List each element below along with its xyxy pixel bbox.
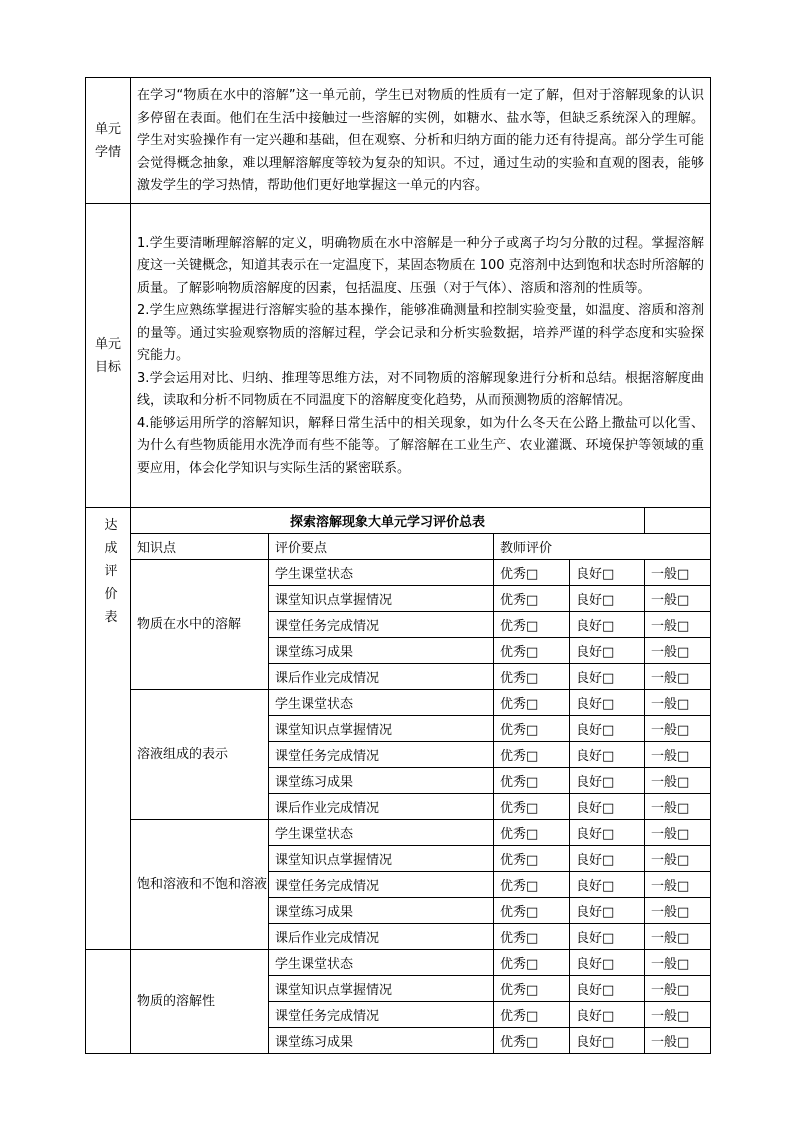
unit-goal-4: 4.能够运用所学的溶解知识，解释日常生活中的相关现象，如为什么冬天在公路上撒盐可以化雪、为什么有些物质能用水洗净而有些不能等。了解溶解在工业生产、农业灌溉、环境保护等领域的重要应用，体会化学知识与实际生活的紧密联系。 xyxy=(137,415,704,476)
grade-excellent-checkbox[interactable]: 优秀□ xyxy=(494,924,570,950)
title-empty-cell xyxy=(645,508,711,534)
grade-average-checkbox[interactable]: 一般□ xyxy=(645,716,711,742)
header-teacher-eval: 教师评价 xyxy=(494,534,711,560)
grade-average-checkbox[interactable]: 一般□ xyxy=(645,560,711,586)
grade-good-checkbox[interactable]: 良好□ xyxy=(570,846,645,872)
side-label-char: 表 xyxy=(104,610,118,625)
grade-excellent-checkbox[interactable]: 优秀□ xyxy=(494,872,570,898)
grade-excellent-checkbox[interactable]: 优秀□ xyxy=(494,846,570,872)
side-label-char: 价 xyxy=(104,587,118,602)
grade-average-checkbox[interactable]: 一般□ xyxy=(645,1002,711,1028)
grade-excellent-checkbox[interactable]: 优秀□ xyxy=(494,768,570,794)
criteria-cell: 学生课堂状态 xyxy=(269,690,494,716)
grade-good-checkbox[interactable]: 良好□ xyxy=(570,638,645,664)
criteria-cell: 学生课堂状态 xyxy=(269,820,494,846)
grade-excellent-checkbox[interactable]: 优秀□ xyxy=(494,612,570,638)
criteria-cell: 课后作业完成情况 xyxy=(269,924,494,950)
unit-goals-row xyxy=(86,204,711,508)
grade-average-checkbox[interactable]: 一般□ xyxy=(645,976,711,1002)
grade-excellent-checkbox[interactable]: 优秀□ xyxy=(494,794,570,820)
evaluation-header-row xyxy=(86,534,711,560)
grade-good-checkbox[interactable]: 良好□ xyxy=(570,742,645,768)
side-label-char: 评 xyxy=(104,564,118,579)
unit-situation-label-line1: 单元 xyxy=(94,121,121,137)
criteria-cell: 课堂知识点掌握情况 xyxy=(269,976,494,1002)
criteria-cell: 课堂任务完成情况 xyxy=(269,1002,494,1028)
criteria-cell: 学生课堂状态 xyxy=(269,950,494,976)
criteria-row xyxy=(86,950,711,976)
side-label-char: 达 xyxy=(104,518,118,533)
unit-situation-paragraph: 在学习“物质在水中的溶解”这一单元前，学生已对物质的性质有一定了解，但对于溶解现象的认识多停留在表面。他们在生活中接触过一些溶解的实例，如糖水、盐水等，但缺乏系统深入的理解。学生对实验操作有一定兴趣和基础，但在观察、分析和归纳方面的能力还有待提高。部分学生可能会觉得概念抽象，难以理解溶解度等较为复杂的知识。不过，通过生动的实验和直观的图表，能够激发学生的学习热情，帮助他们更好地掌握这一单元的内容。 xyxy=(137,88,704,194)
grade-good-checkbox[interactable]: 良好□ xyxy=(570,586,645,612)
grade-good-checkbox[interactable]: 良好□ xyxy=(570,560,645,586)
header-knowledge-point: 知识点 xyxy=(131,534,269,560)
grade-excellent-checkbox[interactable]: 优秀□ xyxy=(494,560,570,586)
grade-excellent-checkbox[interactable]: 优秀□ xyxy=(494,976,570,1002)
grade-good-checkbox[interactable]: 良好□ xyxy=(570,872,645,898)
criteria-row xyxy=(86,690,711,716)
grade-average-checkbox[interactable]: 一般□ xyxy=(645,690,711,716)
grade-excellent-checkbox[interactable]: 优秀□ xyxy=(494,820,570,846)
header-criteria: 评价要点 xyxy=(269,534,494,560)
grade-good-checkbox[interactable]: 良好□ xyxy=(570,794,645,820)
grade-average-checkbox[interactable]: 一般□ xyxy=(645,898,711,924)
grade-average-checkbox[interactable]: 一般□ xyxy=(645,820,711,846)
grade-good-checkbox[interactable]: 良好□ xyxy=(570,976,645,1002)
side-label-char: 成 xyxy=(104,541,118,556)
knowledge-point-cell: 物质的溶解性 xyxy=(131,950,269,1054)
grade-excellent-checkbox[interactable]: 优秀□ xyxy=(494,638,570,664)
evaluation-side-label xyxy=(86,508,131,950)
criteria-row xyxy=(86,560,711,586)
grade-good-checkbox[interactable]: 良好□ xyxy=(570,1028,645,1054)
grade-average-checkbox[interactable]: 一般□ xyxy=(645,586,711,612)
unit-goal-2: 2.学生应熟练掌握进行溶解实验的基本操作，能够准确测量和控制实验变量，如温度、溶质和溶剂的量等。通过实验观察物质的溶解过程，学会记录和分析实验数据，培养严谨的科学态度和实验探究能力。 xyxy=(137,303,704,364)
criteria-cell: 学生课堂状态 xyxy=(269,560,494,586)
grade-good-checkbox[interactable]: 良好□ xyxy=(570,716,645,742)
grade-excellent-checkbox[interactable]: 优秀□ xyxy=(494,586,570,612)
unit-goals-label xyxy=(86,204,131,508)
grade-good-checkbox[interactable]: 良好□ xyxy=(570,924,645,950)
criteria-cell: 课堂知识点掌握情况 xyxy=(269,586,494,612)
grade-good-checkbox[interactable]: 良好□ xyxy=(570,664,645,690)
grade-excellent-checkbox[interactable]: 优秀□ xyxy=(494,1002,570,1028)
criteria-cell: 课堂练习成果 xyxy=(269,898,494,924)
criteria-cell: 课堂练习成果 xyxy=(269,1028,494,1054)
unit-goals-text xyxy=(131,204,711,508)
grade-average-checkbox[interactable]: 一般□ xyxy=(645,950,711,976)
unit-situation-text xyxy=(131,78,711,204)
unit-goal-3: 3.学会运用对比、归纳、推理等思维方法，对不同物质的溶解现象进行分析和总结。根据溶解度曲线，读取和分析不同物质在不同温度下的溶解度变化趋势，从而预测物质的溶解情况。 xyxy=(137,370,704,409)
grade-average-checkbox[interactable]: 一般□ xyxy=(645,794,711,820)
grade-good-checkbox[interactable]: 良好□ xyxy=(570,950,645,976)
grade-excellent-checkbox[interactable]: 优秀□ xyxy=(494,1028,570,1054)
criteria-cell: 课堂任务完成情况 xyxy=(269,612,494,638)
unit-situation-label xyxy=(86,78,131,204)
criteria-cell: 课堂任务完成情况 xyxy=(269,872,494,898)
unit-situation-label-line2: 学情 xyxy=(94,144,121,160)
criteria-cell: 课堂知识点掌握情况 xyxy=(269,716,494,742)
knowledge-point-cell: 饱和溶液和不饱和溶液 xyxy=(131,820,269,950)
document-page xyxy=(85,77,710,1054)
grade-excellent-checkbox[interactable]: 优秀□ xyxy=(494,898,570,924)
knowledge-point-cell: 溶液组成的表示 xyxy=(131,690,269,820)
unit-goals-label-line1: 单元 xyxy=(94,336,121,352)
criteria-cell: 课堂任务完成情况 xyxy=(269,742,494,768)
evaluation-table xyxy=(85,507,711,1054)
criteria-cell: 课堂练习成果 xyxy=(269,638,494,664)
grade-average-checkbox[interactable]: 一般□ xyxy=(645,638,711,664)
grade-average-checkbox[interactable]: 一般□ xyxy=(645,768,711,794)
criteria-row xyxy=(86,820,711,846)
evaluation-side-empty xyxy=(86,950,131,1054)
criteria-cell: 课堂练习成果 xyxy=(269,768,494,794)
criteria-cell: 课后作业完成情况 xyxy=(269,794,494,820)
unit-goals-label-line2: 目标 xyxy=(94,359,121,375)
grade-average-checkbox[interactable]: 一般□ xyxy=(645,924,711,950)
grade-average-checkbox[interactable]: 一般□ xyxy=(645,612,711,638)
grade-good-checkbox[interactable]: 良好□ xyxy=(570,898,645,924)
grade-good-checkbox[interactable]: 良好□ xyxy=(570,690,645,716)
grade-good-checkbox[interactable]: 良好□ xyxy=(570,612,645,638)
grade-good-checkbox[interactable]: 良好□ xyxy=(570,1002,645,1028)
evaluation-title-row xyxy=(86,508,711,534)
unit-situation-row xyxy=(86,78,711,204)
criteria-cell: 课堂知识点掌握情况 xyxy=(269,846,494,872)
grade-average-checkbox[interactable]: 一般□ xyxy=(645,1028,711,1054)
grade-excellent-checkbox[interactable]: 优秀□ xyxy=(494,664,570,690)
grade-excellent-checkbox[interactable]: 优秀□ xyxy=(494,742,570,768)
grade-good-checkbox[interactable]: 良好□ xyxy=(570,768,645,794)
evaluation-title: 探索溶解现象大单元学习评价总表 xyxy=(131,508,645,534)
grade-average-checkbox[interactable]: 一般□ xyxy=(645,664,711,690)
knowledge-point-cell: 物质在水中的溶解 xyxy=(131,560,269,690)
grade-excellent-checkbox[interactable]: 优秀□ xyxy=(494,950,570,976)
grade-excellent-checkbox[interactable]: 优秀□ xyxy=(494,716,570,742)
grade-average-checkbox[interactable]: 一般□ xyxy=(645,742,711,768)
grade-average-checkbox[interactable]: 一般□ xyxy=(645,872,711,898)
grade-excellent-checkbox[interactable]: 优秀□ xyxy=(494,690,570,716)
grade-average-checkbox[interactable]: 一般□ xyxy=(645,846,711,872)
grade-good-checkbox[interactable]: 良好□ xyxy=(570,820,645,846)
unit-plan-table xyxy=(85,77,711,508)
criteria-cell: 课后作业完成情况 xyxy=(269,664,494,690)
unit-goal-1: 1.学生要清晰理解溶解的定义，明确物质在水中溶解是一种分子或离子均匀分散的过程。掌握溶解度这一关键概念，知道其表示在一定温度下，某固态物质在 100 克溶剂中达到饱和状态时所溶解的质量。了解影响物质溶解度的因素，包括温度、压强（对于气体）、溶质和溶剂的性质等。 xyxy=(137,235,704,296)
